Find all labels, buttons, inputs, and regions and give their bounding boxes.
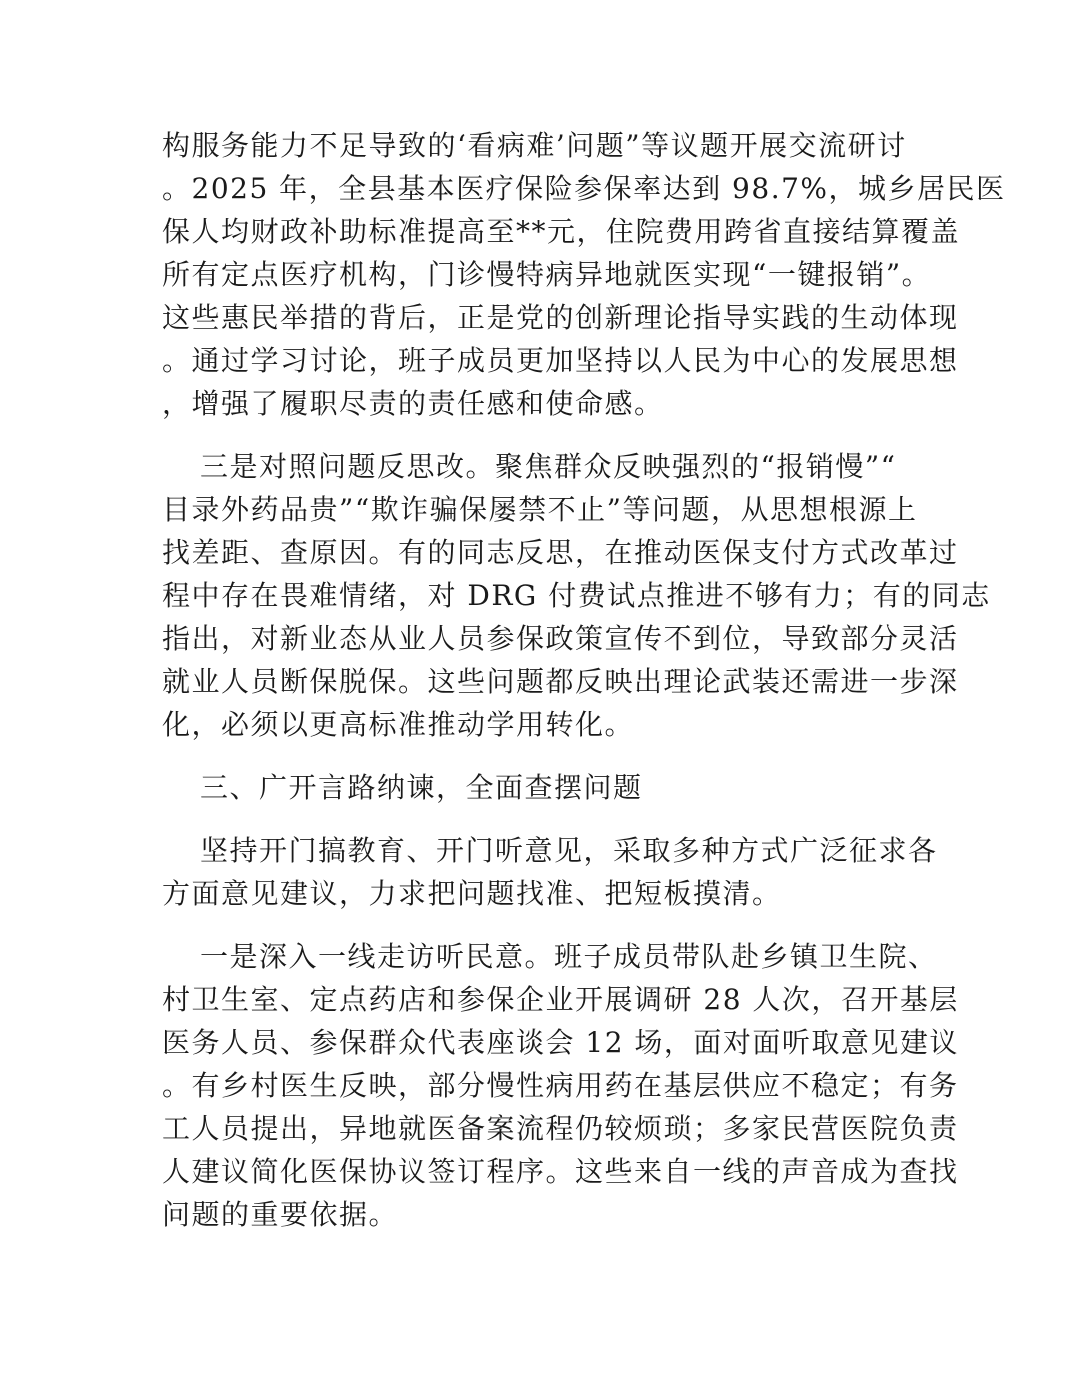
text-line: 。通过学习讨论，班子成员更加坚持以人民为中心的发展思想 (162, 344, 959, 377)
text-line: 工人员提出，异地就医备案流程仍较烦琐；多家民营医院负责 (162, 1112, 959, 1145)
text-line: 坚持开门搞教育、开门听意见，采取多种方式广泛征求各 (200, 834, 938, 867)
text-line: 目录外药品贵”“欺诈骗保屡禁不止”等问题，从思想根源上 (162, 493, 918, 526)
text-line: 三是对照问题反思改。聚焦群众反映强烈的“报销慢”“ (200, 450, 897, 483)
text-line: 。有乡村医生反映，部分慢性病用药在基层供应不稳定；有务 (162, 1069, 959, 1102)
text-line: 指出，对新业态从业人员参保政策宣传不到位，导致部分灵活 (162, 622, 959, 655)
text-line: 村卫生室、定点药店和参保企业开展调研 28 人次，召开基层 (162, 983, 959, 1016)
text-line: 化，必须以更高标准推动学用转化。 (162, 708, 635, 741)
heading-text: 三、广开言路纳谏，全面查摆问题 (200, 771, 643, 804)
text-line: 构服务能力不足导致的‘看病难’问题”等议题开展交流研讨 (162, 129, 907, 162)
text-line: 所有定点医疗机构，门诊慢特病异地就医实现“一键报销”。 (162, 258, 932, 291)
paragraph-continuation (162, 124, 1006, 425)
text-line: 医务人员、参保群众代表座谈会 12 场，面对面听取意见建议 (162, 1026, 959, 1059)
text-line: 问题的重要依据。 (162, 1198, 399, 1231)
text-line: 一是深入一线走访听民意。班子成员带队赴乡镇卫生院、 (200, 940, 938, 973)
paragraph-reflection (162, 445, 991, 746)
text-line: 就业人员断保脱保。这些问题都反映出理论武装还需进一步深 (162, 665, 959, 698)
text-line: 这些惠民举措的背后，正是党的创新理论指导实践的生动体现 (162, 301, 959, 334)
text-line: 方面意见建议，力求把问题找准、把短板摸清。 (162, 877, 782, 910)
paragraph-intro (162, 829, 938, 915)
section-heading (162, 766, 922, 809)
document-page (162, 124, 1006, 1236)
text-line: 人建议简化医保协议签订程序。这些来自一线的声音成为查找 (162, 1155, 959, 1188)
paragraph-field-visit (162, 935, 959, 1236)
text-line: 保人均财政补助标准提高至**元，住院费用跨省直接结算覆盖 (162, 215, 961, 248)
text-line: 程中存在畏难情绪，对 DRG 付费试点推进不够有力；有的同志 (162, 579, 991, 612)
text-line: 找差距、查原因。有的同志反思，在推动医保支付方式改革过 (162, 536, 959, 569)
text-line: ，增强了履职尽责的责任感和使命感。 (162, 387, 664, 420)
text-line: 。2025 年，全县基本医疗保险参保率达到 98.7%，城乡居民医 (162, 172, 1006, 205)
